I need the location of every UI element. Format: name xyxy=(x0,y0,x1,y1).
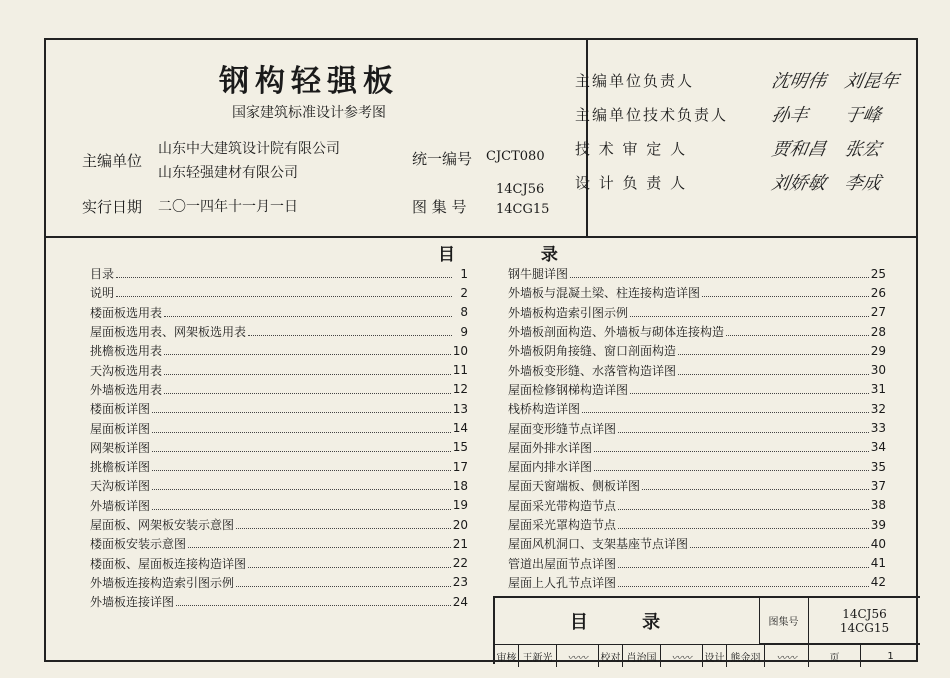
responsible-label: 设 计 负 责 人 xyxy=(575,174,688,192)
responsible-label: 主编单位技术负责人 xyxy=(575,106,729,124)
toc-leader-dots xyxy=(152,443,451,452)
toc-entry xyxy=(90,553,468,572)
toc-entry xyxy=(508,399,886,418)
toc-leader-dots xyxy=(678,346,869,355)
toc-entry-title: 外墙板构造索引图示例 xyxy=(508,305,629,320)
toc-entry-page: 21 xyxy=(452,536,468,551)
toc-leader-dots xyxy=(582,404,869,413)
toc-leader-dots xyxy=(164,366,451,375)
signature: 贾和昌 xyxy=(769,139,828,160)
toc-entry-page: 31 xyxy=(870,382,886,397)
design-signature: 〰〰 xyxy=(765,645,809,667)
toc-entry-title: 屋面板详图 xyxy=(90,421,151,436)
toc-entry xyxy=(90,399,468,418)
signature: 李成 xyxy=(842,173,883,194)
toc-entry-title: 楼面板、屋面板连接构造详图 xyxy=(90,556,247,571)
signature: 张宏 xyxy=(842,139,883,160)
toc-entry-page: 2 xyxy=(460,285,468,300)
toc-entry-page: 28 xyxy=(870,324,886,339)
toc-entry xyxy=(508,283,886,302)
toc-entry-page: 19 xyxy=(452,498,468,513)
toc-entry-title: 目录 xyxy=(90,267,115,282)
toc-entry-title: 挑檐板选用表 xyxy=(90,344,163,359)
toc-entry xyxy=(508,496,886,515)
title-block-atlas-no xyxy=(809,598,920,644)
toc-entry xyxy=(508,534,886,553)
toc-leader-dots xyxy=(248,327,452,336)
toc-leader-dots xyxy=(188,539,451,548)
toc-leader-dots xyxy=(618,559,869,568)
toc-entry-page: 8 xyxy=(460,305,468,320)
responsible-label: 主编单位负责人 xyxy=(575,72,695,90)
toc-right-column xyxy=(508,264,886,592)
title-block-atlas-no-2: 14CG15 xyxy=(839,620,890,635)
toc-leader-dots xyxy=(618,501,869,510)
toc-entry xyxy=(90,476,468,495)
toc-entry-title: 屋面采光罩构造节点 xyxy=(508,518,617,532)
toc-entry-page: 17 xyxy=(452,459,468,474)
toc-entry-title: 外墙板详图 xyxy=(90,498,151,513)
toc-entry-page: 32 xyxy=(870,401,886,416)
toc-entry-title: 管道出屋面节点详图 xyxy=(508,556,617,571)
toc-entry-page: 23 xyxy=(452,575,468,590)
toc-leader-dots xyxy=(176,597,451,606)
editor-label: 主编单位 xyxy=(82,152,143,170)
toc-entry-title: 屋面天窗端板、侧板详图 xyxy=(508,479,641,494)
toc-entry xyxy=(508,418,886,437)
title-block-atlas-label: 图集号 xyxy=(759,598,809,644)
toc-entry-title: 屋面上人孔节点详图 xyxy=(508,575,617,590)
toc-entry xyxy=(508,438,886,457)
toc-entry-title: 外墙板剖面构造、外墙板与砌体连接构造 xyxy=(508,325,725,340)
toc-entry-page: 29 xyxy=(870,343,886,358)
toc-leader-dots xyxy=(152,424,451,433)
toc-entry-page: 30 xyxy=(870,363,886,378)
check-signature: 〰〰 xyxy=(661,645,703,667)
toc-entry-title: 屋面采光带构造节点 xyxy=(508,498,617,513)
toc-entry-page: 41 xyxy=(870,556,886,571)
design-label: 设计 xyxy=(703,645,727,667)
toc-entry-title: 楼面板选用表 xyxy=(90,305,163,320)
toc-entry xyxy=(90,592,468,611)
toc-leader-dots xyxy=(164,346,451,355)
toc-entry-page: 15 xyxy=(452,440,468,455)
toc-leader-dots xyxy=(236,578,451,587)
date-value: 二〇一四年十一月一日 xyxy=(158,199,298,215)
toc-entry xyxy=(90,496,468,515)
toc-entry xyxy=(90,534,468,553)
toc-entry-title: 屋面内排水详图 xyxy=(508,460,593,475)
toc-entry-title: 楼面板详图 xyxy=(90,402,151,417)
date-label: 实行日期 xyxy=(82,198,143,216)
toc-entry-title: 屋面板、网架板安装示意图 xyxy=(90,518,235,532)
toc-entry-page: 9 xyxy=(460,324,468,339)
toc-entry-title: 屋面板选用表、网架板选用表 xyxy=(90,325,247,340)
check-label: 校对 xyxy=(599,645,623,667)
toc-entry-page: 40 xyxy=(870,536,886,551)
page-label: 页 xyxy=(809,645,861,667)
toc-entry xyxy=(90,380,468,399)
toc-entry-page: 1 xyxy=(460,266,468,281)
toc-leader-dots xyxy=(618,578,869,587)
review-name: 王新光 xyxy=(519,645,557,667)
toc-leader-dots xyxy=(248,559,451,568)
toc-entry-title: 屋面外排水详图 xyxy=(508,440,593,455)
toc-entry-page: 33 xyxy=(870,421,886,436)
toc-entry-page: 37 xyxy=(870,478,886,493)
toc-entry-page: 25 xyxy=(870,266,886,281)
signature: 孙丰 xyxy=(769,105,810,126)
toc-left-column xyxy=(90,264,468,611)
toc-entry-title: 屋面风机洞口、支架基座节点详图 xyxy=(508,537,689,552)
toc-entry-page: 12 xyxy=(452,382,468,397)
toc-leader-dots xyxy=(618,520,869,529)
toc-entry-title: 外墙板与混凝土梁、柱连接构造详图 xyxy=(508,286,701,301)
toc-entry xyxy=(90,283,468,302)
toc-leader-dots xyxy=(152,462,451,471)
toc-entry-page: 39 xyxy=(870,517,886,532)
toc-leader-dots xyxy=(726,327,869,336)
toc-entry-page: 18 xyxy=(452,478,468,493)
toc-entry xyxy=(508,573,886,592)
toc-leader-dots xyxy=(630,385,869,394)
responsible-label: 技 术 审 定 人 xyxy=(575,140,688,158)
toc-leader-dots xyxy=(164,308,452,317)
page-number: 1 xyxy=(887,650,894,662)
page-subtitle: 国家建筑标准设计参考图 xyxy=(232,105,386,121)
toc-entry-title: 外墙板连接详图 xyxy=(90,595,175,610)
drawing-frame xyxy=(44,38,918,662)
review-label: 审核 xyxy=(495,645,519,667)
unified-no-label: 统一编号 xyxy=(412,150,473,168)
toc-leader-dots xyxy=(690,539,869,548)
unified-no: CJCT080 xyxy=(486,149,545,164)
toc-entry-page: 27 xyxy=(870,305,886,320)
toc-entry-page: 26 xyxy=(870,285,886,300)
toc-entry-page: 35 xyxy=(870,459,886,474)
check-name: 肖治国 xyxy=(623,645,661,667)
editor-2: 山东轻强建材有限公司 xyxy=(158,165,298,181)
toc-leader-dots xyxy=(702,288,869,297)
toc-entry xyxy=(508,322,886,341)
toc-leader-dots xyxy=(152,501,451,510)
design-name: 熊金羽 xyxy=(727,645,765,667)
toc-leader-dots xyxy=(594,462,869,471)
page-title: 钢构轻强板 xyxy=(219,64,399,99)
toc-entry-title: 网架板详图 xyxy=(90,440,151,455)
toc-leader-dots xyxy=(116,288,452,297)
toc-entry-title: 外墙板变形缝、水落管构造详图 xyxy=(508,363,677,378)
review-signature: 〰〰 xyxy=(557,645,599,667)
title-block-name: 目 录 xyxy=(495,598,760,644)
toc-entry-title: 屋面变形缝节点详图 xyxy=(508,421,617,436)
atlas-no-2: 14CG15 xyxy=(496,202,550,217)
toc-entry-title: 屋面检修钢梯构造详图 xyxy=(508,382,629,397)
toc-entry-page: 14 xyxy=(452,421,468,436)
toc-leader-dots xyxy=(570,269,869,278)
toc-entry-page: 42 xyxy=(870,575,886,590)
toc-leader-dots xyxy=(630,308,869,317)
toc-entry xyxy=(90,418,468,437)
atlas-no-1: 14CJ56 xyxy=(496,182,545,197)
toc-entry-title: 天沟板选用表 xyxy=(90,363,163,378)
toc-entry xyxy=(508,341,886,360)
toc-entry xyxy=(90,264,468,283)
editor-1: 山东中大建筑设计院有限公司 xyxy=(158,141,340,157)
toc-entry-title: 外墙板阴角接缝、窗口剖面构造 xyxy=(508,344,677,359)
toc-entry-title: 挑檐板详图 xyxy=(90,460,151,475)
toc-entry-title: 钢牛腿详图 xyxy=(508,267,569,282)
toc-entry xyxy=(90,360,468,379)
toc-entry-page: 34 xyxy=(870,440,886,455)
toc-leader-dots xyxy=(678,366,869,375)
toc-leader-dots xyxy=(642,481,869,490)
toc-entry-title: 栈桥构造详图 xyxy=(508,402,581,417)
toc-entry-title: 外墙板选用表 xyxy=(90,382,163,397)
toc-entry xyxy=(508,476,886,495)
toc-entry xyxy=(508,457,886,476)
toc-entry xyxy=(90,322,468,341)
toc-leader-dots xyxy=(116,269,452,278)
toc-entry-page: 22 xyxy=(452,556,468,571)
title-block xyxy=(493,596,920,664)
toc-leader-dots xyxy=(152,481,451,490)
toc-entry xyxy=(90,515,468,534)
signature: 沈明伟 xyxy=(769,71,828,92)
signature: 刘娇敏 xyxy=(769,173,828,194)
toc-entry-page: 38 xyxy=(870,498,886,513)
toc-entry-page: 13 xyxy=(452,401,468,416)
toc-leader-dots xyxy=(594,443,869,452)
signature: 刘昆年 xyxy=(842,71,901,92)
toc-entry xyxy=(508,553,886,572)
signature: 于峰 xyxy=(842,105,883,126)
toc-entry xyxy=(90,438,468,457)
toc-entry xyxy=(90,457,468,476)
title-block-atlas-no-1: 14CJ56 xyxy=(842,606,887,621)
atlas-no-label: 图 集 号 xyxy=(412,198,467,216)
toc-entry xyxy=(508,380,886,399)
toc-entry xyxy=(90,303,468,322)
toc-entry xyxy=(508,360,886,379)
toc-entry-title: 天沟板详图 xyxy=(90,479,151,494)
toc-entry-page: 24 xyxy=(452,594,468,609)
toc-entry-title: 楼面板安装示意图 xyxy=(90,537,187,552)
toc-entry-page: 11 xyxy=(452,363,468,378)
toc-entry xyxy=(90,573,468,592)
toc-entry-page: 10 xyxy=(452,343,468,358)
toc-entry xyxy=(508,264,886,283)
toc-entry xyxy=(508,515,886,534)
toc-leader-dots xyxy=(164,385,451,394)
toc-entry xyxy=(508,303,886,322)
toc-leader-dots xyxy=(152,404,451,413)
toc-entry-title: 说明 xyxy=(90,286,115,301)
toc-leader-dots xyxy=(618,424,869,433)
toc-entry xyxy=(90,341,468,360)
toc-entry-title: 外墙板连接构造索引图示例 xyxy=(90,575,235,590)
title-block-signoff-row xyxy=(495,644,920,667)
toc-title: 目 录 xyxy=(438,245,598,265)
toc-leader-dots xyxy=(236,520,451,529)
toc-entry-page: 20 xyxy=(452,517,468,532)
